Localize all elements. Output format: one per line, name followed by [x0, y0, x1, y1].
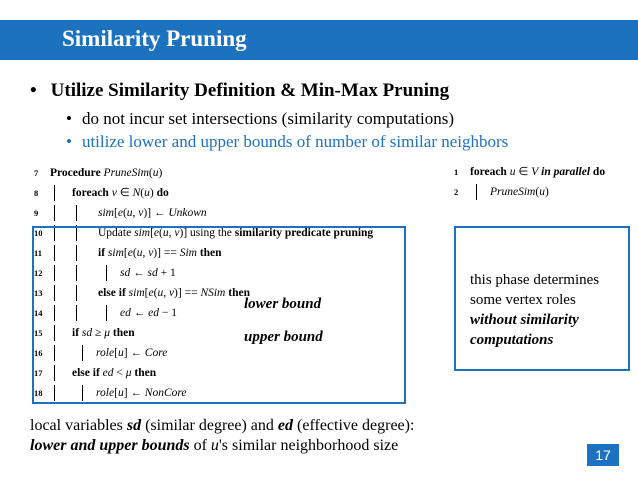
algo-line-text: else if ed < μ then: [72, 367, 157, 379]
line-number: 1: [454, 167, 459, 177]
algo-line-text: if sim[e(u, v)] == Sim then: [98, 247, 222, 259]
algo-line: [34, 203, 454, 223]
bullet-main: • Utilize Similarity Definition & Min-Max Pruning: [30, 80, 450, 101]
algo-line-text: if sd ≥ μ then: [72, 327, 135, 339]
bullet-sub-2: • utilize lower and upper bounds of number of similar neighbors: [66, 132, 509, 151]
panel-line-text: foreach u ∈ V in parallel do: [470, 166, 606, 178]
line-number: 16: [34, 348, 43, 358]
algo-line-text: Update sim[e(u, v)] using the similarity predicate pruning: [98, 227, 374, 239]
bottom-note-line-2: lower and upper bounds of u's similar neighborhood size: [30, 437, 399, 454]
bullet-sub-2-text: utilize lower and upper bounds of number of similar neighbors: [81, 132, 509, 151]
algo-line: [34, 163, 454, 183]
upper-bound-label: upper bound: [244, 329, 323, 345]
algo-line-text: sim[e(u, v)] ← Unkown: [98, 207, 207, 219]
line-number: 13: [34, 288, 43, 298]
line-number: 9: [34, 208, 39, 218]
algo-line-text: else if sim[e(u, v)] == NSim then: [98, 287, 250, 299]
bullet-sub-1-text: do not incur set intersections (similarity computations): [81, 109, 454, 128]
panel-line-text: PruneSim(u): [490, 186, 549, 198]
line-number: 7: [34, 168, 39, 178]
algo-line: [34, 183, 454, 203]
indent-bar: [54, 185, 55, 201]
line-number: 10: [34, 228, 43, 238]
algo-line-text: sd ← sd + 1: [120, 267, 176, 279]
panel-line: [454, 162, 630, 182]
algo-line-text: role[u] ← Core: [96, 347, 168, 359]
line-number: 12: [34, 268, 43, 278]
phase-note-line-1: this phase determines: [470, 272, 600, 288]
algo-line-text: ed ← ed − 1: [120, 307, 177, 319]
indent-bar: [54, 205, 55, 221]
line-number: 2: [454, 187, 459, 197]
phase-note-line-3: without similarity: [470, 312, 579, 328]
phase-note: [470, 270, 625, 350]
panel-line: [454, 182, 630, 202]
line-number: 18: [34, 388, 43, 398]
algo-line-text: Procedure PruneSim(u): [50, 167, 163, 179]
slide-title: Similarity Pruning: [62, 26, 247, 51]
line-number: 14: [34, 308, 43, 318]
indent-bar: [476, 184, 477, 200]
bottom-note-line-1: local variables sd (similar degree) and ed (effective degree):: [30, 417, 415, 434]
line-number: 17: [34, 368, 43, 378]
line-number: 11: [34, 248, 43, 258]
line-number: 15: [34, 328, 43, 338]
algo-line-text: foreach v ∈ N(u) do: [72, 187, 169, 199]
lower-bound-label: lower bound: [244, 296, 322, 312]
parallel-foreach-panel: [454, 162, 630, 204]
algo-line-text: role[u] ← NonCore: [96, 387, 187, 399]
bullet-main-text: Utilize Similarity Definition & Min-Max Pruning: [50, 80, 450, 101]
algorithm-highlight-box: [32, 226, 406, 404]
line-number: 8: [34, 188, 39, 198]
bullet-sub-1: • do not incur set intersections (similarity computations): [66, 109, 454, 128]
page-number-badge: 17: [587, 444, 619, 466]
phase-note-line-2: some vertex roles: [470, 292, 576, 308]
phase-note-line-4: computations: [470, 332, 554, 348]
indent-bar: [76, 205, 77, 221]
